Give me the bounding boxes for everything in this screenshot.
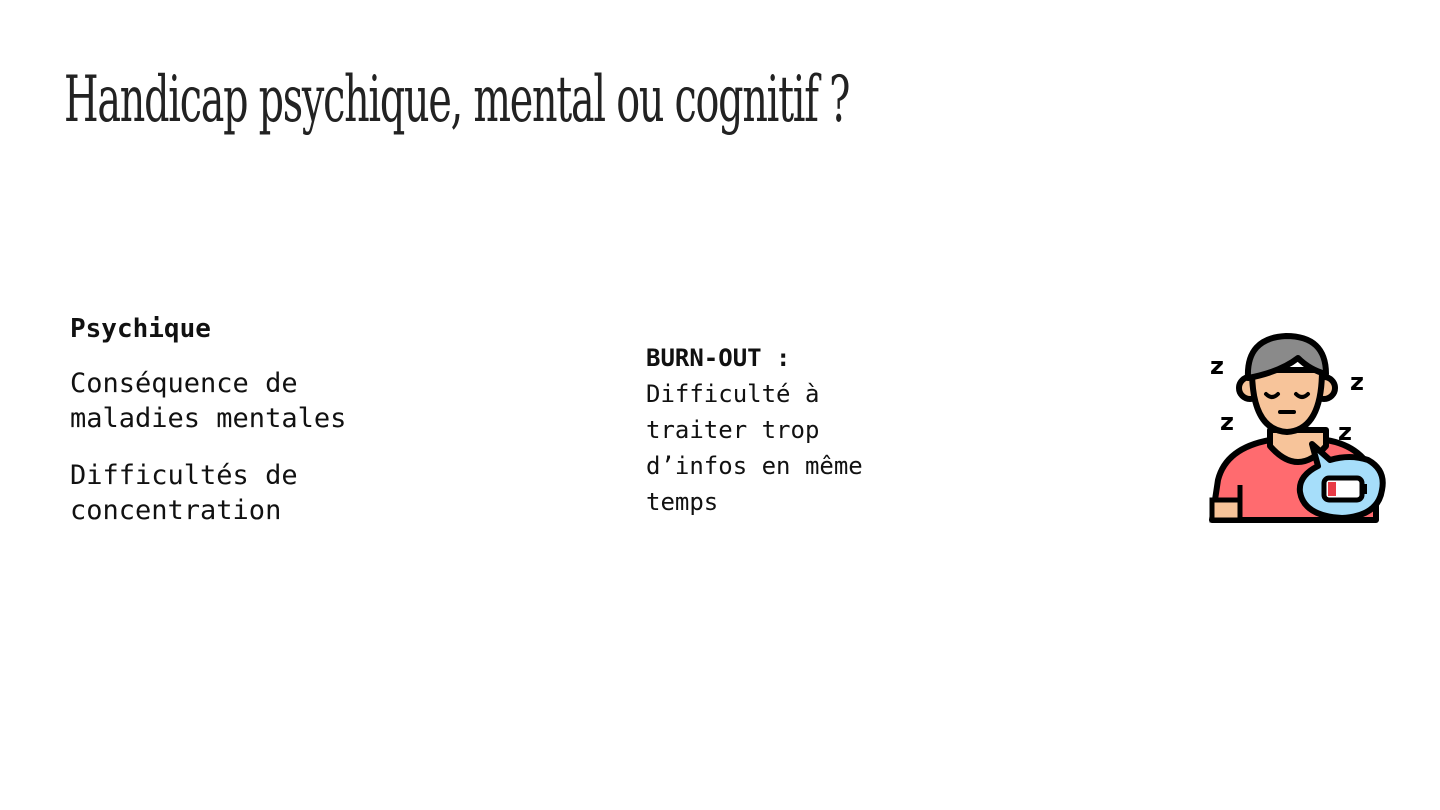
svg-text:z: z [1350, 368, 1364, 396]
burnout-column [646, 340, 966, 520]
psychique-column [70, 310, 500, 550]
psychique-heading: Psychique [70, 314, 211, 344]
svg-text:z: z [1220, 408, 1234, 436]
burnout-description: Difficulté à traiter trop d’infos en même temps [646, 380, 863, 516]
psychique-paragraph-2: Difficultés de concentration [70, 460, 298, 526]
svg-text:z: z [1338, 418, 1352, 446]
sleeping-person-low-battery-icon [1200, 330, 1400, 530]
svg-text:z: z [1210, 352, 1224, 380]
psychique-paragraph-1: Conséquence de maladies mentales [70, 368, 347, 434]
burnout-heading: BURN-OUT : [646, 344, 791, 372]
slide-title: Handicap psychique, mental ou cognitif ? [64, 63, 850, 137]
